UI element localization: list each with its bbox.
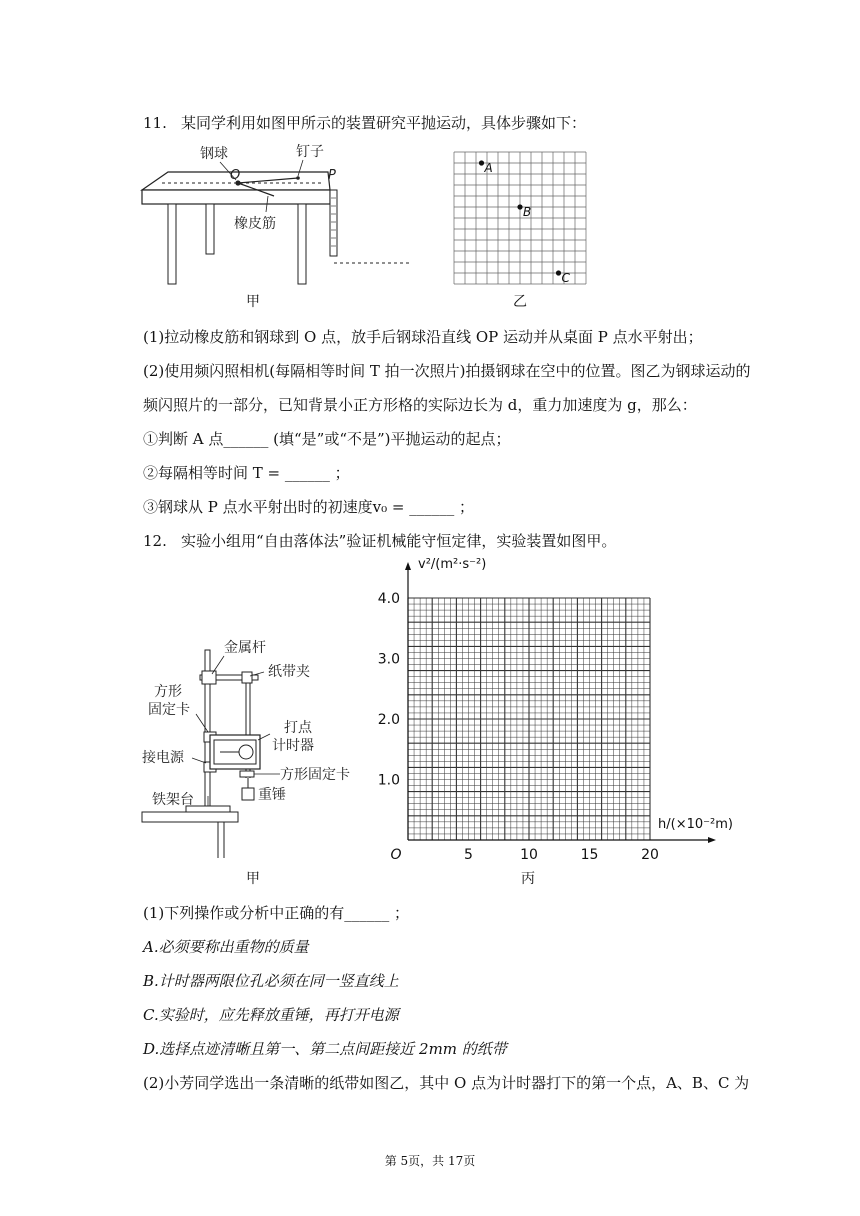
q11-number: 11.: [143, 114, 167, 132]
point-label-c: C: [561, 271, 570, 285]
label-stand: 铁架台: [152, 792, 194, 808]
point-label-b: B: [523, 205, 532, 219]
x-tick-label: 20: [641, 847, 659, 863]
q12-caption-bing: 丙: [521, 871, 535, 887]
label-ball: 钢球: [200, 146, 228, 162]
nail-icon: [296, 176, 300, 180]
y-tick-label: 2.0: [377, 712, 400, 728]
origin-label: O: [390, 847, 402, 863]
q11-sub2: ②每隔相等时间 T = ______ ；: [143, 464, 350, 482]
y-tick-label: 3.0: [377, 651, 400, 668]
q11-sub1: ①判断 A 点______ (填“是”或“不是”)平抛运动的起点；: [143, 430, 511, 448]
q12-part2: (2)小芳同学选出一条清晰的纸带如图乙，其中 O 点为计时器打下的第一个点，A、B、C 为: [143, 1074, 750, 1092]
q11-stem-line: [143, 113, 586, 133]
weight-icon: [242, 788, 254, 800]
point-label-a: A: [484, 161, 493, 175]
q12-stem: 实验小组用“自由落体法”验证机械能守恒定律，实验装置如图甲。: [181, 532, 617, 550]
label-card1b: 固定卡: [148, 702, 190, 718]
q11-step2a: (2)使用频闪照相机(每隔相等时间 T 拍一次照片)拍摄钢球在空中的位置。图乙为钢球运动的: [143, 362, 751, 380]
q11-caption-yi: 乙: [513, 294, 527, 310]
q12-optC: C.实验时，应先释放重锤，再打开电源: [143, 1006, 399, 1024]
q11-sub3: ③钢球从 P 点水平射出时的初速度v₀ = ______ ；: [143, 498, 474, 516]
x-axis-label: h/(×10⁻²m): [658, 817, 733, 832]
label-P: P: [328, 168, 336, 183]
label-weight: 重锤: [258, 787, 286, 803]
page-footer: 第 5页，共 17页: [384, 1154, 476, 1168]
q12-figure-jia: [138, 628, 358, 860]
y-tick-label: 1.0: [377, 772, 400, 789]
y-axis-arrow-icon: [405, 562, 411, 570]
label-power: 接电源: [142, 750, 184, 766]
q11-figure-jia: [138, 138, 428, 313]
q11-caption-jia: 甲: [246, 294, 260, 310]
q12-stem-line: [143, 531, 616, 551]
label-clip: 纸带夹: [268, 664, 310, 680]
point-a: [479, 160, 484, 165]
q12-caption-jia: 甲: [246, 871, 260, 887]
q12-chart-bing: [370, 556, 750, 866]
point-c: [556, 270, 561, 275]
label-band: 橡皮筋: [234, 216, 276, 232]
y-axis-label: v²/(m²·s⁻²): [418, 557, 487, 572]
x-tick-label: 5: [464, 847, 473, 863]
q12-number: 12.: [143, 532, 167, 550]
label-timer-a: 打点: [284, 720, 312, 736]
x-axis-arrow-icon: [708, 837, 716, 843]
q11-figure-yi: [452, 150, 588, 286]
q11-step1: (1)拉动橡皮筋和钢球到 O 点，放手后钢球沿直线 OP 运动并从桌面 P 点水平射出；: [143, 328, 703, 346]
label-timer-b: 计时器: [272, 738, 314, 754]
label-nail: 钉子: [296, 144, 324, 160]
q12-optD: D.选择点迹清晰且第一、第二点间距接近 2mm 的纸带: [143, 1040, 507, 1058]
q12-opt-intro: (1)下列操作或分析中正确的有______ ；: [143, 904, 410, 922]
q12-optA: A.必须要称出重物的质量: [143, 938, 309, 956]
label-O: O: [230, 168, 241, 183]
label-card1a: 方形: [154, 684, 182, 700]
label-rod: 金属杆: [224, 640, 266, 656]
q12-optB: B.计时器两限位孔必须在同一竖直线上: [143, 972, 399, 990]
x-tick-label: 10: [520, 847, 538, 863]
q11-step2b: 频闪照片的一部分，已知背景小正方形格的实际边长为 d，重力加速度为 g，那么：: [143, 396, 697, 414]
label-card2: 方形固定卡: [280, 767, 350, 783]
point-b: [517, 204, 522, 209]
y-tick-label: 4.0: [377, 591, 400, 607]
x-tick-label: 15: [580, 847, 599, 863]
q11-stem: 某同学利用如图甲所示的装置研究平抛运动，具体步骤如下：: [181, 114, 587, 132]
